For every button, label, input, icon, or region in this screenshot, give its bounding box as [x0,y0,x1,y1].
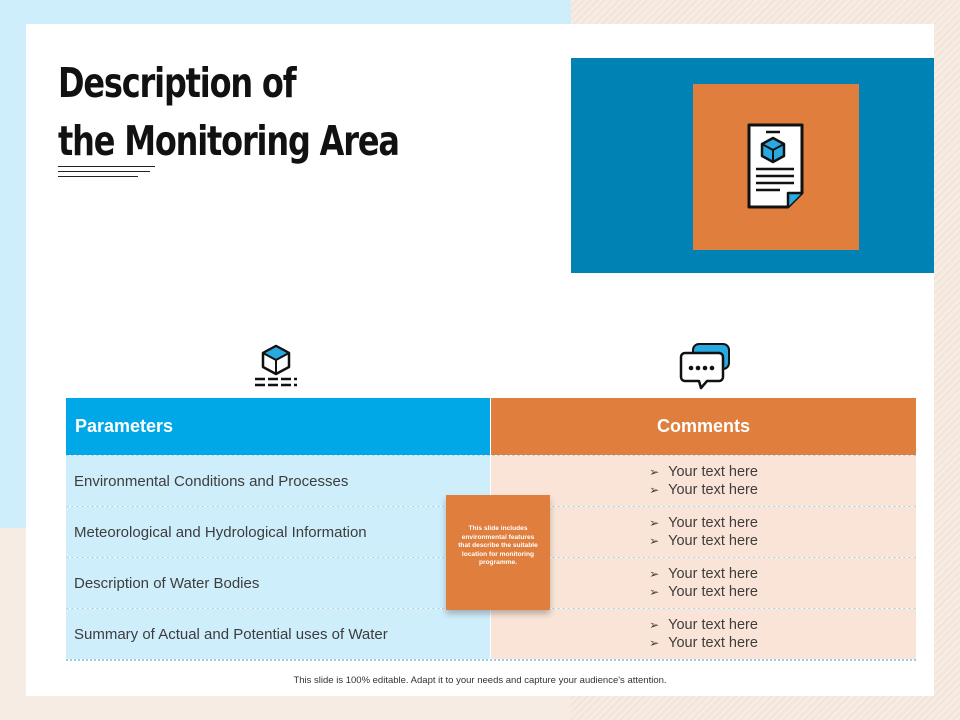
comment-text: Your text here [668,566,758,582]
table-header [66,398,916,455]
comment-bullet [649,532,758,550]
comment-bullet [649,583,758,601]
comment-bullet [649,514,758,532]
comment-bullet [649,463,758,481]
chat-bubbles-icon [679,341,733,391]
comment-text: Your text here [668,584,758,600]
slide-title [58,54,399,170]
hero-image-panel [571,58,934,273]
title-line-2: the Monitoring Area [58,117,399,165]
check-arrow-icon: ➢ [649,465,660,479]
comment-text: Your text here [668,617,758,633]
check-arrow-icon: ➢ [649,585,660,599]
check-arrow-icon: ➢ [649,636,660,650]
check-arrow-icon: ➢ [649,567,660,581]
check-arrow-icon: ➢ [649,534,660,548]
comment-text: Your text here [668,482,758,498]
parameter-cell: Description of Water Bodies [66,558,491,608]
comment-bullet [649,634,758,652]
check-arrow-icon: ➢ [649,483,660,497]
comment-bullet [649,616,758,634]
title-underline [58,176,138,177]
comment-cell [491,609,916,659]
parameter-cell: Environmental Conditions and Processes [66,456,491,506]
sticky-note: This slide includes environmental features that describe the suitable location for monitoring programme. [446,495,550,610]
header-parameters: Parameters [66,398,491,455]
check-arrow-icon: ➢ [649,516,660,530]
comment-text: Your text here [668,464,758,480]
comment-cell [491,507,916,557]
parameter-cell: Meteorological and Hydrological Information [66,507,491,557]
title-underline [58,166,155,167]
title-underline [58,171,150,172]
comment-text: Your text here [668,635,758,651]
header-comments: Comments [491,398,916,455]
document-with-box-icon [744,121,810,211]
hero-orange-square [693,84,859,250]
box-with-lines-icon [252,344,300,390]
comment-text: Your text here [668,515,758,531]
comment-cell [491,456,916,506]
comment-bullet [649,481,758,499]
table-row [66,608,916,661]
check-arrow-icon: ➢ [649,618,660,632]
comment-text: Your text here [668,533,758,549]
parameter-cell: Summary of Actual and Potential uses of Water [66,609,491,659]
comment-bullet [649,565,758,583]
comment-cell [491,558,916,608]
footer-text: This slide is 100% editable. Adapt it to your needs and capture your audience's attention. [293,675,667,686]
title-line-1: Description of [58,59,296,107]
